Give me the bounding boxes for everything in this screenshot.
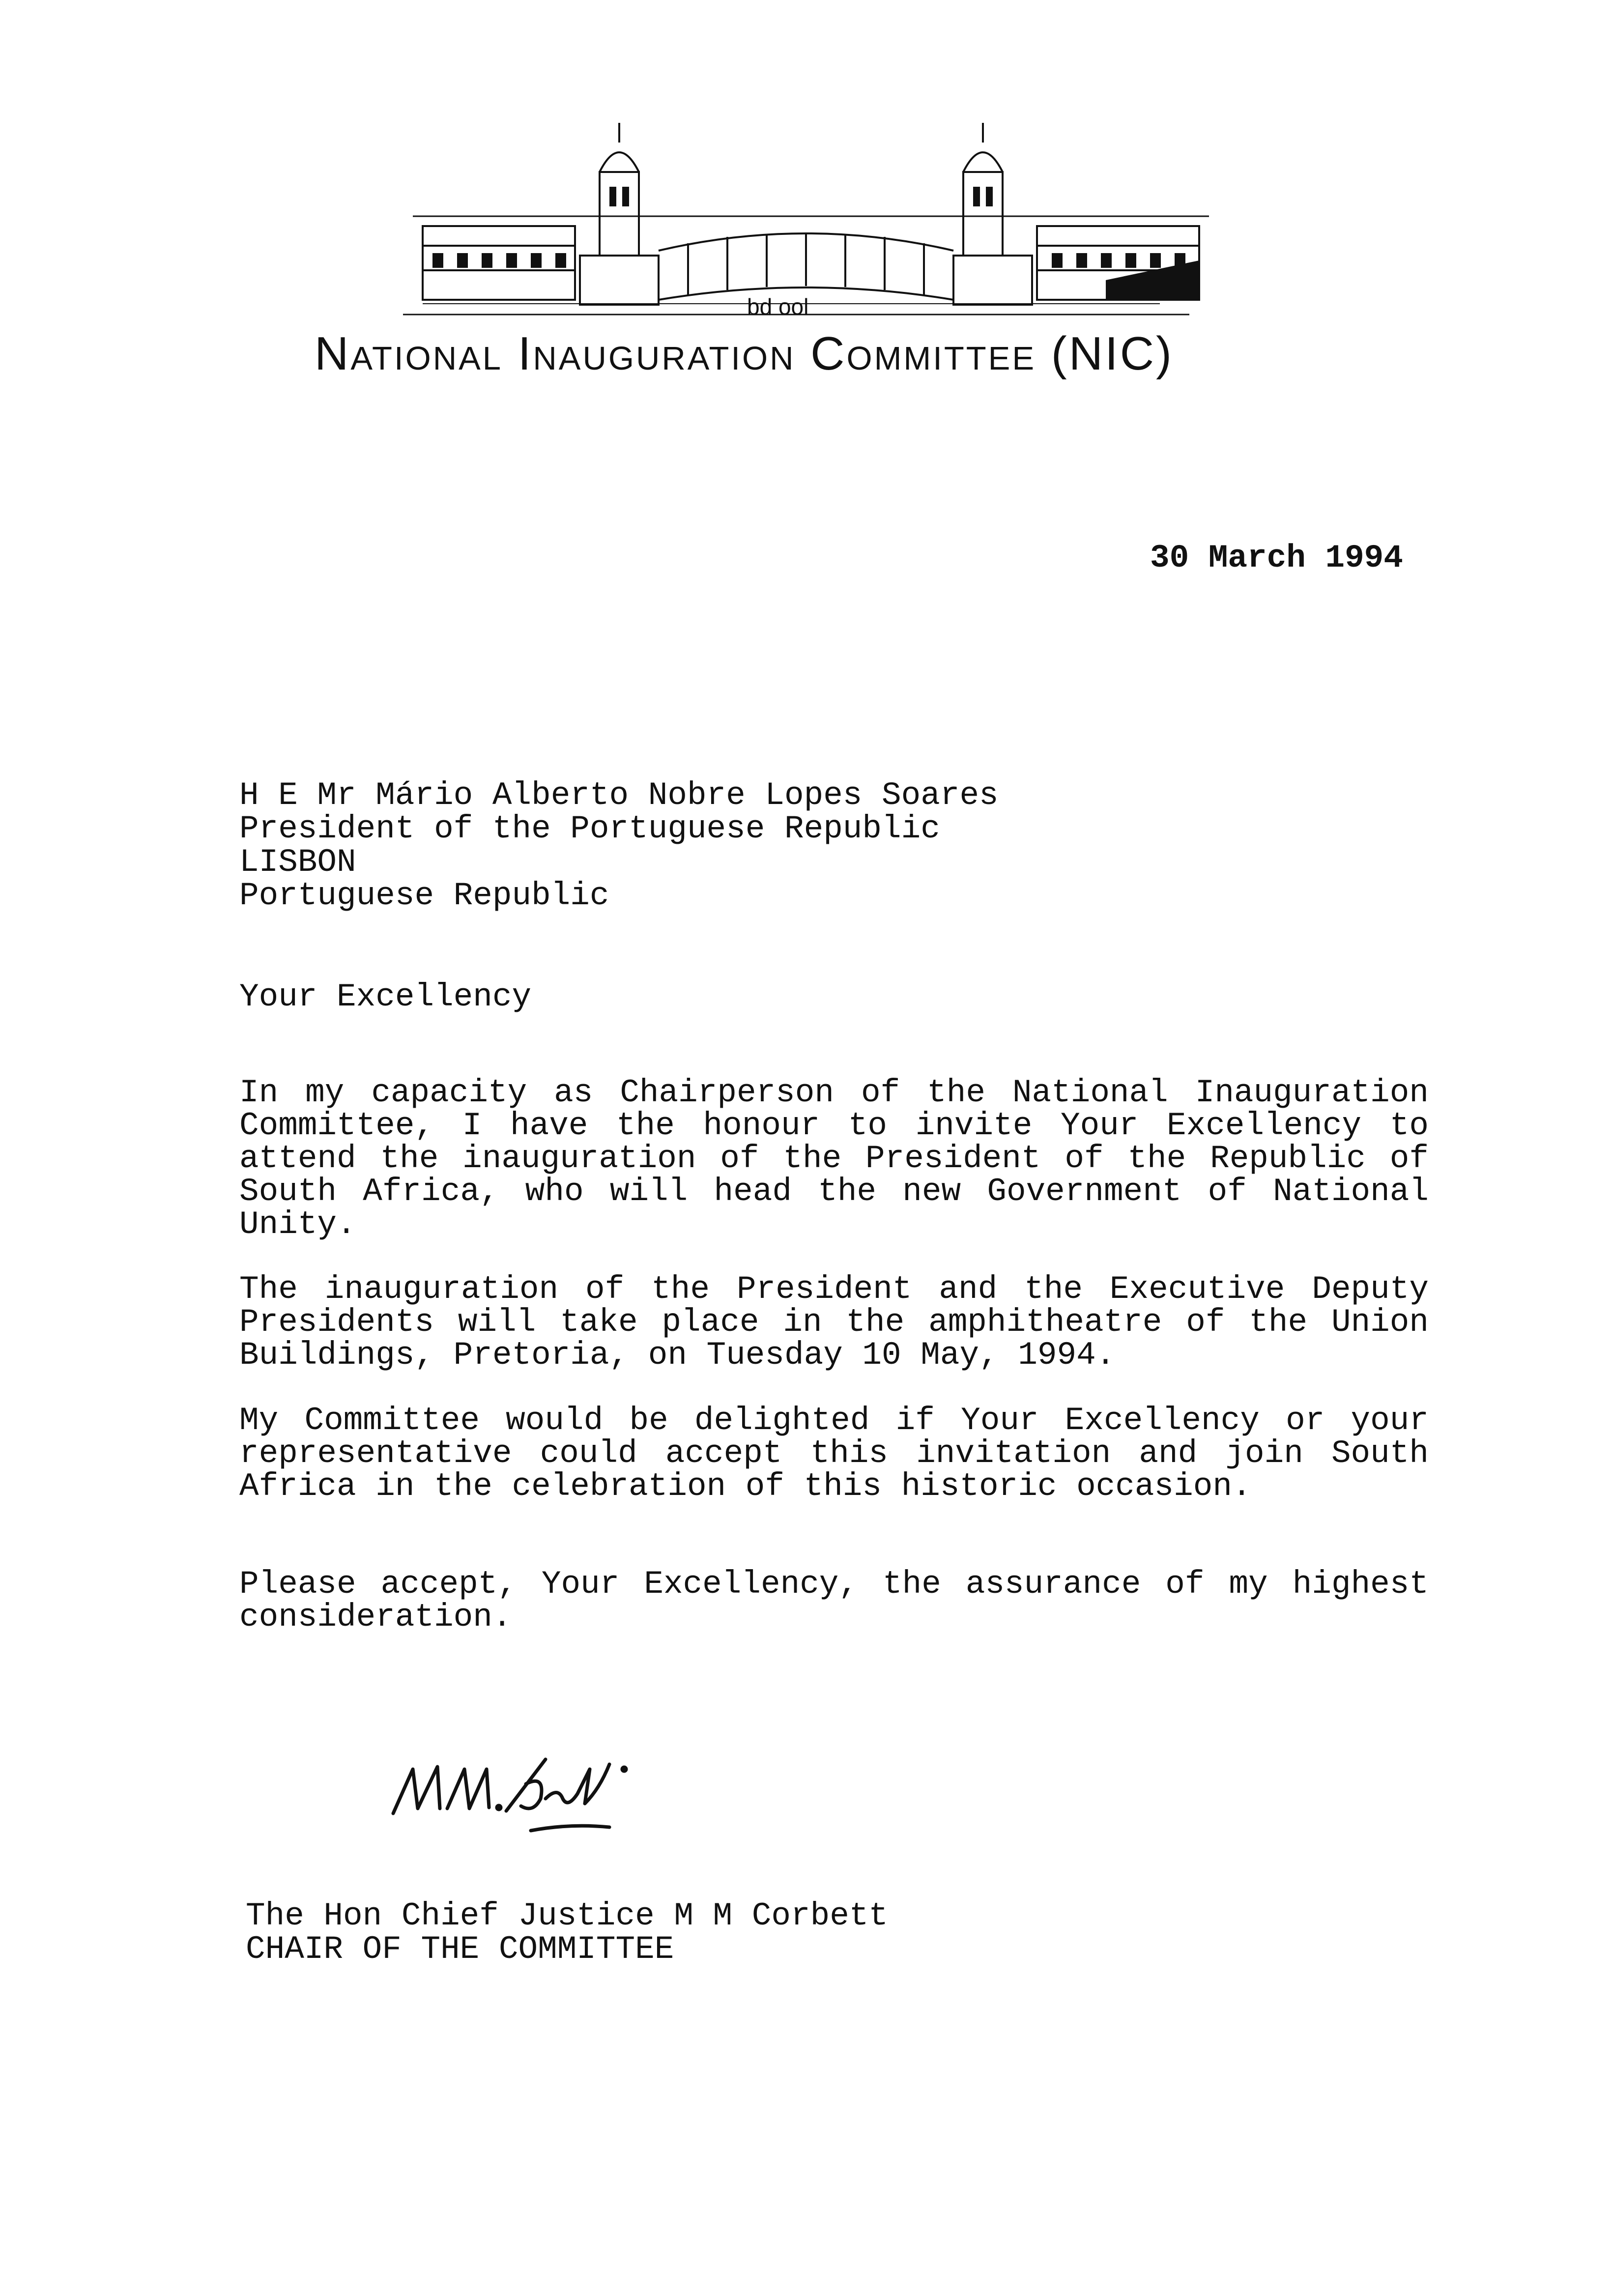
letter-date: 30 March 1994 [1150, 540, 1403, 576]
illustration-lettering: bd ool [747, 294, 809, 319]
body-paragraph-3: My Committee would be delighted if Your Excellency or your representative could accept this invitation and join South Africa in the celebration of this historic occasion. [239, 1402, 1429, 1505]
body-paragraph-2: The inauguration of the President and the Executive Deputy Presidents will take place in the amphitheatre of the Union Buildings, Pretoria, on Tuesday 10 May, 1994. [239, 1271, 1429, 1374]
recipient-line-4: Portuguese Republic [239, 877, 609, 914]
committee-name-heading: National Inauguration Committee (NIC) [315, 327, 1174, 380]
signatory-title: CHAIR OF THE COMMITTEE [246, 1931, 674, 1968]
union-buildings-illustration-icon [393, 113, 1219, 329]
recipient-line-1: H E Mr Mário Alberto Nobre Lopes Soares [239, 777, 999, 814]
salutation: Your Excellency [239, 978, 532, 1015]
recipient-address [239, 779, 999, 913]
recipient-line-2: President of the Portuguese Republic [239, 810, 940, 847]
handwritten-signature-icon [383, 1740, 678, 1853]
recipient-line-3: LISBON [239, 844, 356, 881]
body-paragraph-1: In my capacity as Chairperson of the National Inauguration Committee, I have the honour to invite Your Excellency to attend the inauguration of the President of the Republic of South Africa, who will head the new Government of National Unity. [239, 1074, 1429, 1243]
signatory-block [246, 1899, 888, 1966]
signatory-name: The Hon Chief Justice M M Corbett [246, 1897, 889, 1934]
closing-paragraph: Please accept, Your Excellency, the assurance of my highest consideration. [239, 1566, 1429, 1636]
